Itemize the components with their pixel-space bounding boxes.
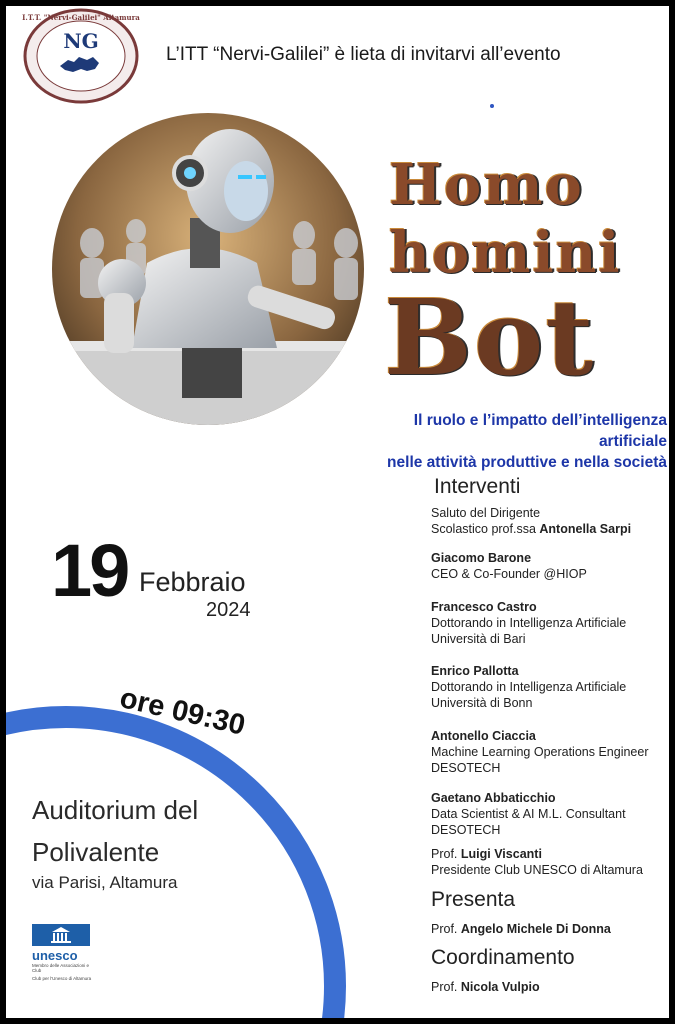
presenter-entry <box>431 921 611 937</box>
welcome-name: Antonella Sarpi <box>539 522 632 536</box>
speaker-affiliation: Università di Bari <box>431 632 526 646</box>
welcome-line-1: Saluto del Dirigente <box>431 506 541 520</box>
speaker-entry <box>431 663 626 711</box>
coordinator-name: Nicola Vulpio <box>460 980 540 994</box>
speaker-entry <box>431 728 649 776</box>
logo-initials: NG <box>63 29 99 53</box>
title-line-homo: Homo <box>389 152 584 218</box>
date-year: 2024 <box>206 599 251 621</box>
speaker-entry <box>431 790 626 838</box>
venue-line-1: Auditorium del <box>32 795 199 825</box>
unesco-footer: Club per l'Unesco di Altamura <box>32 976 92 981</box>
logo-ring-text: I.T.T. "Nervi-Galilei" Altamura <box>22 13 140 22</box>
subtitle-line-2: nelle attività produttive e nella società <box>387 454 667 471</box>
interventi-heading: Interventi <box>434 475 521 498</box>
title-line-bot: Bot <box>384 276 596 399</box>
speaker-role: Data Scientist & AI M.L. Consultant <box>431 807 626 821</box>
event-time: ore 09:30 <box>116 682 249 742</box>
speaker-affiliation: Università di Bonn <box>431 696 533 710</box>
speaker-name: Luigi Viscanti <box>460 847 542 861</box>
speaker-entry <box>431 550 587 582</box>
speaker-role: Dottorando in Intelligenza Artificiale <box>431 680 627 694</box>
welcome-entry <box>431 505 631 537</box>
speaker-affiliation: DESOTECH <box>431 761 501 775</box>
speaker-name: Giacomo Barone <box>431 551 532 565</box>
unesco-logo <box>32 924 102 981</box>
subtitle <box>367 410 667 473</box>
speaker-entry <box>431 599 626 647</box>
presenter-name: Angelo Michele Di Donna <box>460 922 611 936</box>
speaker-entry <box>431 846 643 878</box>
speaker-role: Machine Learning Operations Engineer <box>431 745 649 759</box>
invite-text: L’ITT “Nervi-Galilei” è lieta di invitarvi all’evento <box>166 44 561 65</box>
speaker-name: Francesco Castro <box>431 600 537 614</box>
speaker-name: Enrico Pallotta <box>431 664 519 678</box>
speaker-name: Antonello Ciaccia <box>431 729 536 743</box>
decorative-dot <box>490 104 494 108</box>
speaker-role: CEO & Co-Founder @HIOP <box>431 567 587 581</box>
venue-line-2: Polivalente <box>32 837 160 867</box>
speaker-role: Dottorando in Intelligenza Artificiale <box>431 616 627 630</box>
presenter-prefix: Prof. <box>431 922 461 936</box>
date-month: Febbraio <box>139 567 246 597</box>
coordinamento-heading: Coordinamento <box>431 946 575 969</box>
title-line-homini: homini <box>389 220 622 286</box>
subtitle-line-1: Il ruolo e l’impatto dell’intelligenza artificiale <box>413 412 667 450</box>
coordinator-prefix: Prof. <box>431 980 461 994</box>
unesco-temple-icon <box>32 924 90 946</box>
venue-address: via Parisi, Altamura <box>32 873 178 892</box>
speaker-affiliation: DESOTECH <box>431 823 501 837</box>
poster <box>6 6 669 1018</box>
unesco-name: unesco <box>32 948 78 963</box>
speaker-role: Presidente Club UNESCO di Altamura <box>431 863 643 877</box>
welcome-line-2: Scolastico prof.ssa <box>431 522 540 536</box>
coordinator-entry <box>431 979 540 995</box>
speaker-prefix: Prof. <box>431 847 461 861</box>
date-day: 19 <box>51 529 128 612</box>
unesco-subtitle: Membro delle Associazioni e Club <box>32 963 90 973</box>
school-logo <box>22 8 140 104</box>
robot-illustration <box>52 113 364 425</box>
speaker-name: Gaetano Abbaticchio <box>431 791 556 805</box>
presenta-heading: Presenta <box>431 888 516 911</box>
